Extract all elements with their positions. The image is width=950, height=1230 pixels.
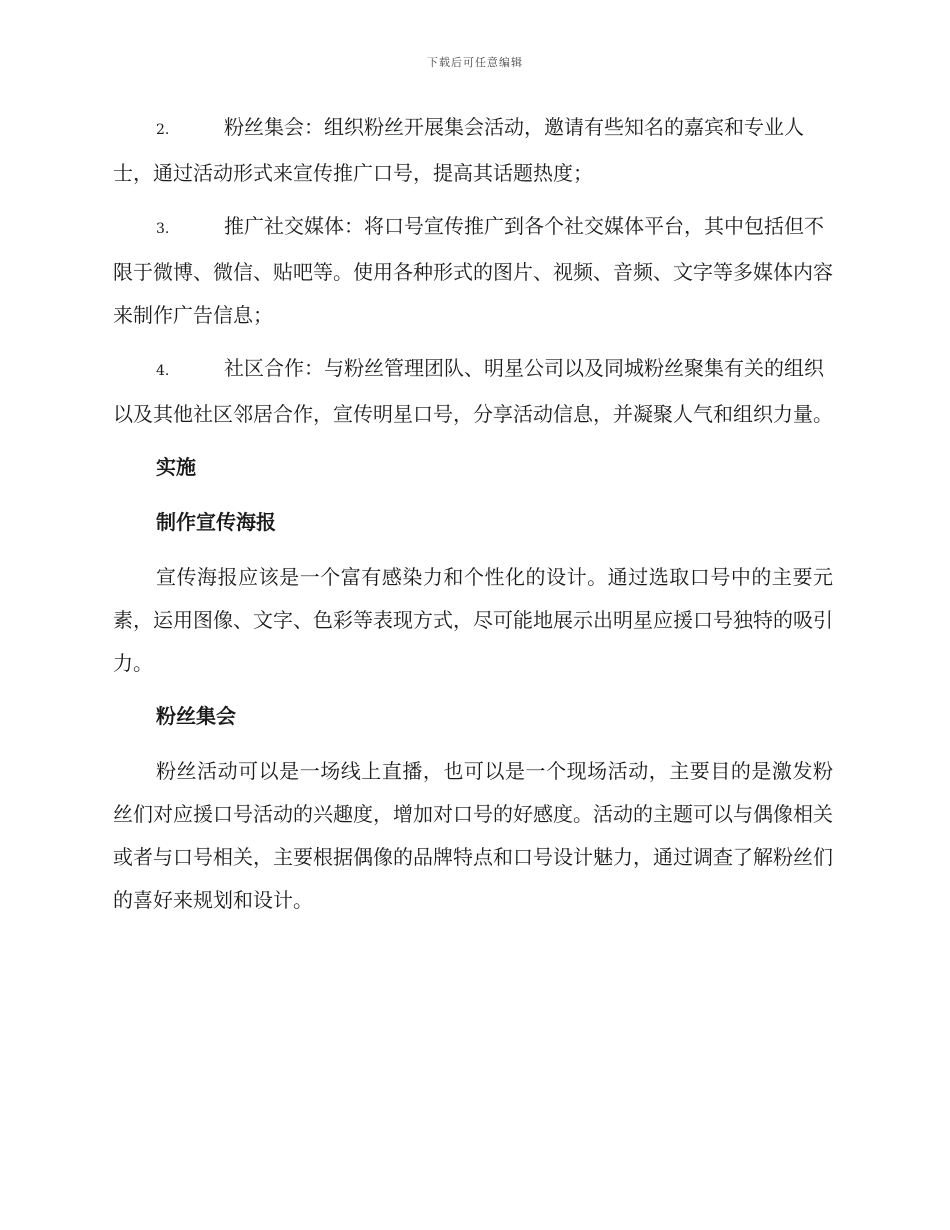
section-heading-poster: 制作宣传海报: [156, 510, 276, 534]
list-number: 3.: [156, 221, 170, 237]
list-item: [113, 347, 833, 436]
document-body: [113, 106, 833, 932]
poster-paragraph: 宣传海报应该是一个富有感染力和个性化的设计。通过选取口号中的主要元素，运用图像、文字、色彩等表现方式，尽可能地展示出明星应援口号独特的吸引力。: [113, 565, 833, 675]
list-item: [113, 205, 833, 337]
list-number: 4.: [156, 363, 170, 379]
list-text: 粉丝集会：组织粉丝开展集会活动，邀请有些知名的嘉宾和专业人士，通过活动形式来宣传推广口号，提高其话题热度；: [113, 115, 804, 185]
list-text: 社区合作：与粉丝管理团队、明星公司以及同城粉丝聚集有关的组织以及其他社区邻居合作，宣传明星口号，分享活动信息，并凝聚人气和组织力量。: [113, 356, 833, 426]
section-heading-gathering: 粉丝集会: [156, 704, 236, 728]
list-text: 推广社交媒体：将口号宣传推广到各个社交媒体平台，其中包括但不限于微博、微信、贴吧等。使用各种形式的图片、视频、音频、文字等多媒体内容来制作广告信息；: [113, 214, 833, 327]
section-heading-implement: 实施: [156, 455, 196, 479]
page-header: 下载后可任意编辑: [427, 56, 523, 69]
list-item: [113, 106, 833, 195]
gathering-paragraph: 粉丝活动可以是一场线上直播，也可以是一个现场活动，主要目的是激发粉丝们对应援口号活动的兴趣度，增加对口号的好感度。活动的主题可以与偶像相关或者与口号相关，主要根据偶像的品牌特点和口号设计魅力，通过调查了解粉丝们的喜好来规划和设计。: [113, 759, 833, 912]
list-number: 2.: [156, 122, 170, 138]
